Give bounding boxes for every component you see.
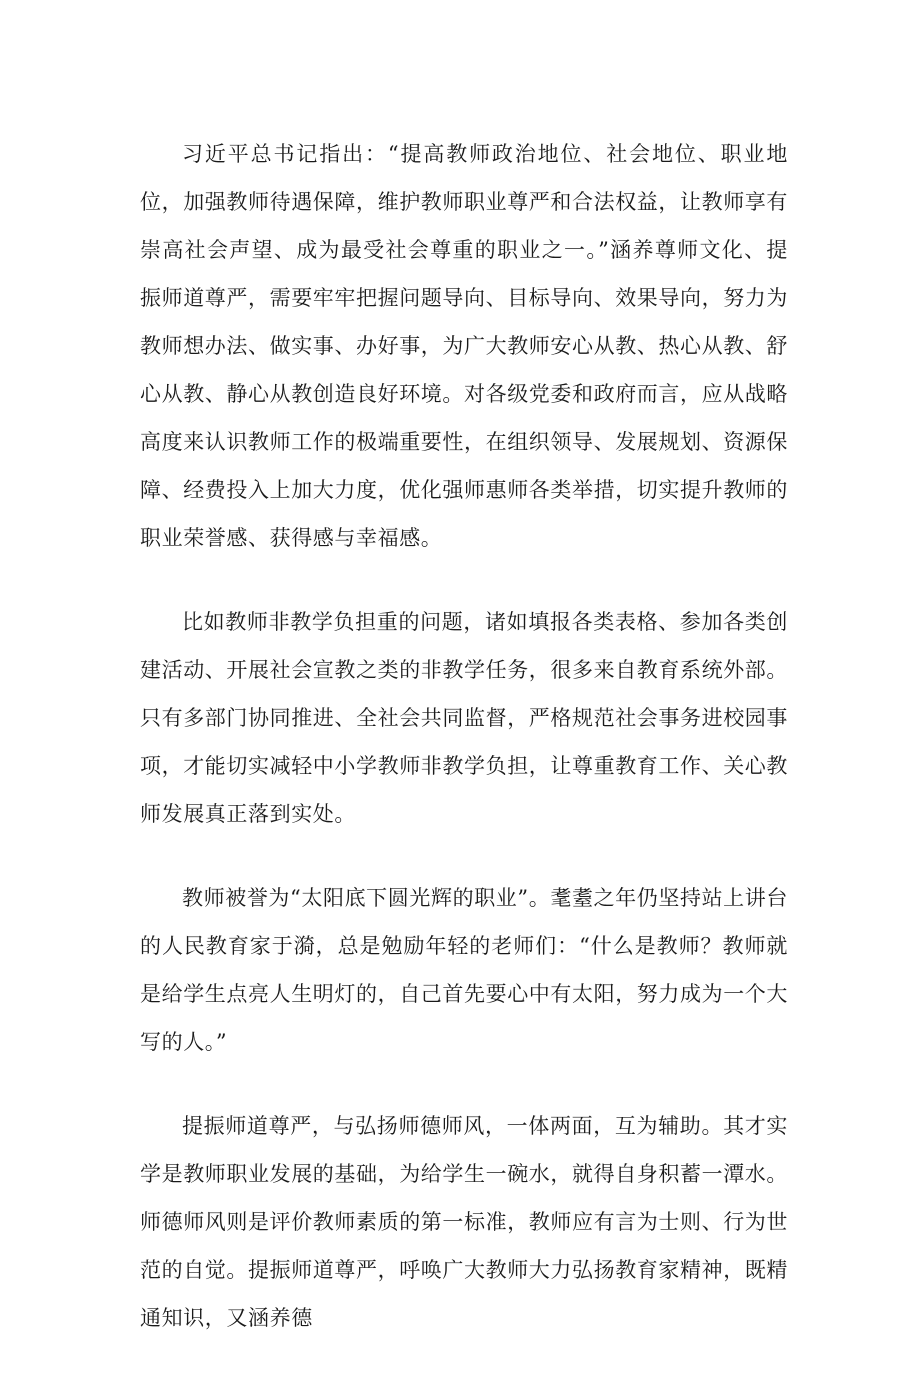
paragraph-1: 习近平总书记指出：“提高教师政治地位、社会地位、职业地位，加强教师待遇保障，维护教师职业尊严和合法权益，让教师享有崇高社会声望、成为最受社会尊重的职业之一。”涵养尊师文化、提振师道尊严，需要牢牢把握问题导向、目标导向、效果导向，努力为教师想办法、做实事、办好事，为广大教师安心从教、热心从教、舒心从教、静心从教创造良好环境。对各级党委和政府而言，应从战略高度来认识教师工作的极端重要性，在组织领导、发展规划、资源保障、经费投入上加大力度，优化强师惠师各类举措，切实提升教师的职业荣誉感、获得感与幸福感。 (140, 142, 788, 550)
paragraph-4: 提振师道尊严，与弘扬师德师风，一体两面，互为辅助。其才实学是教师职业发展的基础，为给学生一碗水，就得自身积蓄一潭水。师德师风则是评价教师素质的第一标准，教师应有言为士则、行为世范的自觉。提振师道尊严，呼唤广大教师大力弘扬教育家精神，既精通知识，又涵养德 (140, 1114, 788, 1330)
paragraph-3: 教师被誉为“太阳底下圆光辉的职业”。耄耋之年仍坚持站上讲台的人民教育家于漪，总是勉励年轻的老师们：“什么是教师？教师就是给学生点亮人生明灯的，自己首先要心中有太阳，努力成为一个大写的人。” (140, 886, 788, 1054)
paragraph-2: 比如教师非教学负担重的问题，诸如填报各类表格、参加各类创建活动、开展社会宣教之类的非教学任务，很多来自教育系统外部。只有多部门协同推进、全社会共同监督，严格规范社会事务进校园事项，才能切实减轻中小学教师非教学负担，让尊重教育工作、关心教师发展真正落到实处。 (140, 610, 788, 826)
document-body (140, 130, 788, 1378)
